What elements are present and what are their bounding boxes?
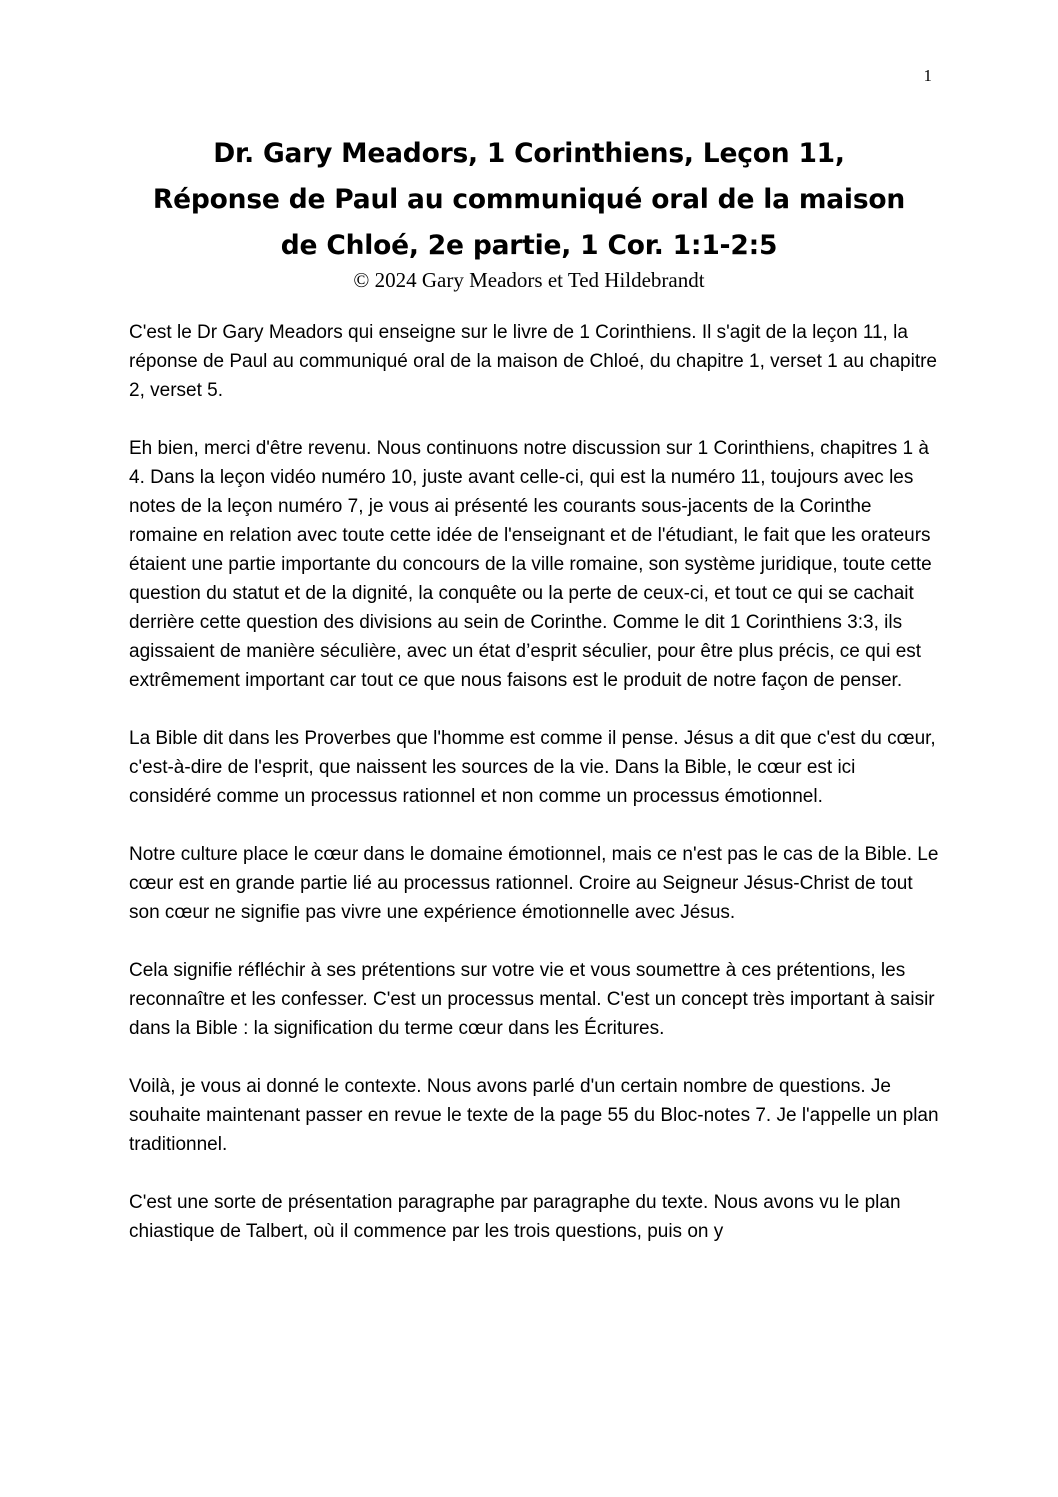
document-body [129,318,941,1246]
paragraph-chiastic: C'est une sorte de présentation paragraphe par paragraphe du texte. Nous avons vu le plan chiastique de Talbert, où il commence par les trois questions, puis on y [129,1192,901,1242]
document-title [110,131,948,269]
paragraph-outline: Voilà, je vous ai donné le contexte. Nous avons parlé d'un certain nombre de questions. Je souhaite maintenant passer en revue le texte de la page 55 du Bloc-notes 7. Je l'appelle un plan traditionnel. [129,1076,939,1155]
copyright-line: © 2024 Gary Meadors et Ted Hildebrandt [353,268,705,292]
title-line-1: Dr. Gary Meadors, 1 Corinthiens, Leçon 11, [213,138,845,169]
title-line-3: de Chloé, 2e partie, 1 Cor. 1:1-2:5 [280,230,778,261]
paragraph-proverbs: La Bible dit dans les Proverbes que l'homme est comme il pense. Jésus a dit que c'est du cœur, c'est-à-dire de l'esprit, que naissent les sources de la vie. Dans la Bible, le cœur est ici considéré comme un processus rationnel et non comme un processus émotionnel. [129,728,936,807]
page-number: 1 [923,66,932,85]
paragraph-context: Eh bien, merci d'être revenu. Nous continuons notre discussion sur 1 Corinthiens, chapitres 1 à 4. Dans la leçon vidéo numéro 10, juste avant celle-ci, qui est la numéro 11, toujours avec les notes de la leçon numéro 7, je vous ai présenté les courants sous-jacents de la Corinthe romaine en relation avec toute cette idée de l'enseignant et de l'étudiant, le fait que les orateurs étaient une partie importante du concours de la ville romaine, son système juridique, toute cette question du statut et de la dignité, la conquête ou la perte de ceux-ci, et tout ce qui se cachait derrière cette question des divisions au sein de Corinthe. Comme le dit 1 Corinthiens 3:3, ils agissaient de manière séculière, avec un état d’esprit séculier, pour être plus précis, ce qui est extrêmement important car tout ce que nous faisons est le produit de notre façon de penser. [129,438,932,691]
paragraph-intro: C'est le Dr Gary Meadors qui enseigne sur le livre de 1 Corinthiens. Il s'agit de la leçon 11, la réponse de Paul au communiqué oral de la maison de Chloé, du chapitre 1, verset 1 au chapitre 2, verset 5. [129,322,937,401]
title-line-2: Réponse de Paul au communiqué oral de la maison [152,184,906,215]
paragraph-culture: Notre culture place le cœur dans le domaine émotionnel, mais ce n'est pas le cas de la Bible. Le cœur est en grande partie lié au processus rationnel. Croire au Seigneur Jésus-Christ de tout son cœur ne signifie pas vivre une expérience émotionnelle avec Jésus. [129,844,939,923]
paragraph-meaning: Cela signifie réfléchir à ses prétentions sur votre vie et vous soumettre à ces prétentions, les reconnaître et les confesser. C'est un processus mental. C'est un concept très important à saisir dans la Bible : la signification du terme cœur dans les Écritures. [129,960,935,1039]
